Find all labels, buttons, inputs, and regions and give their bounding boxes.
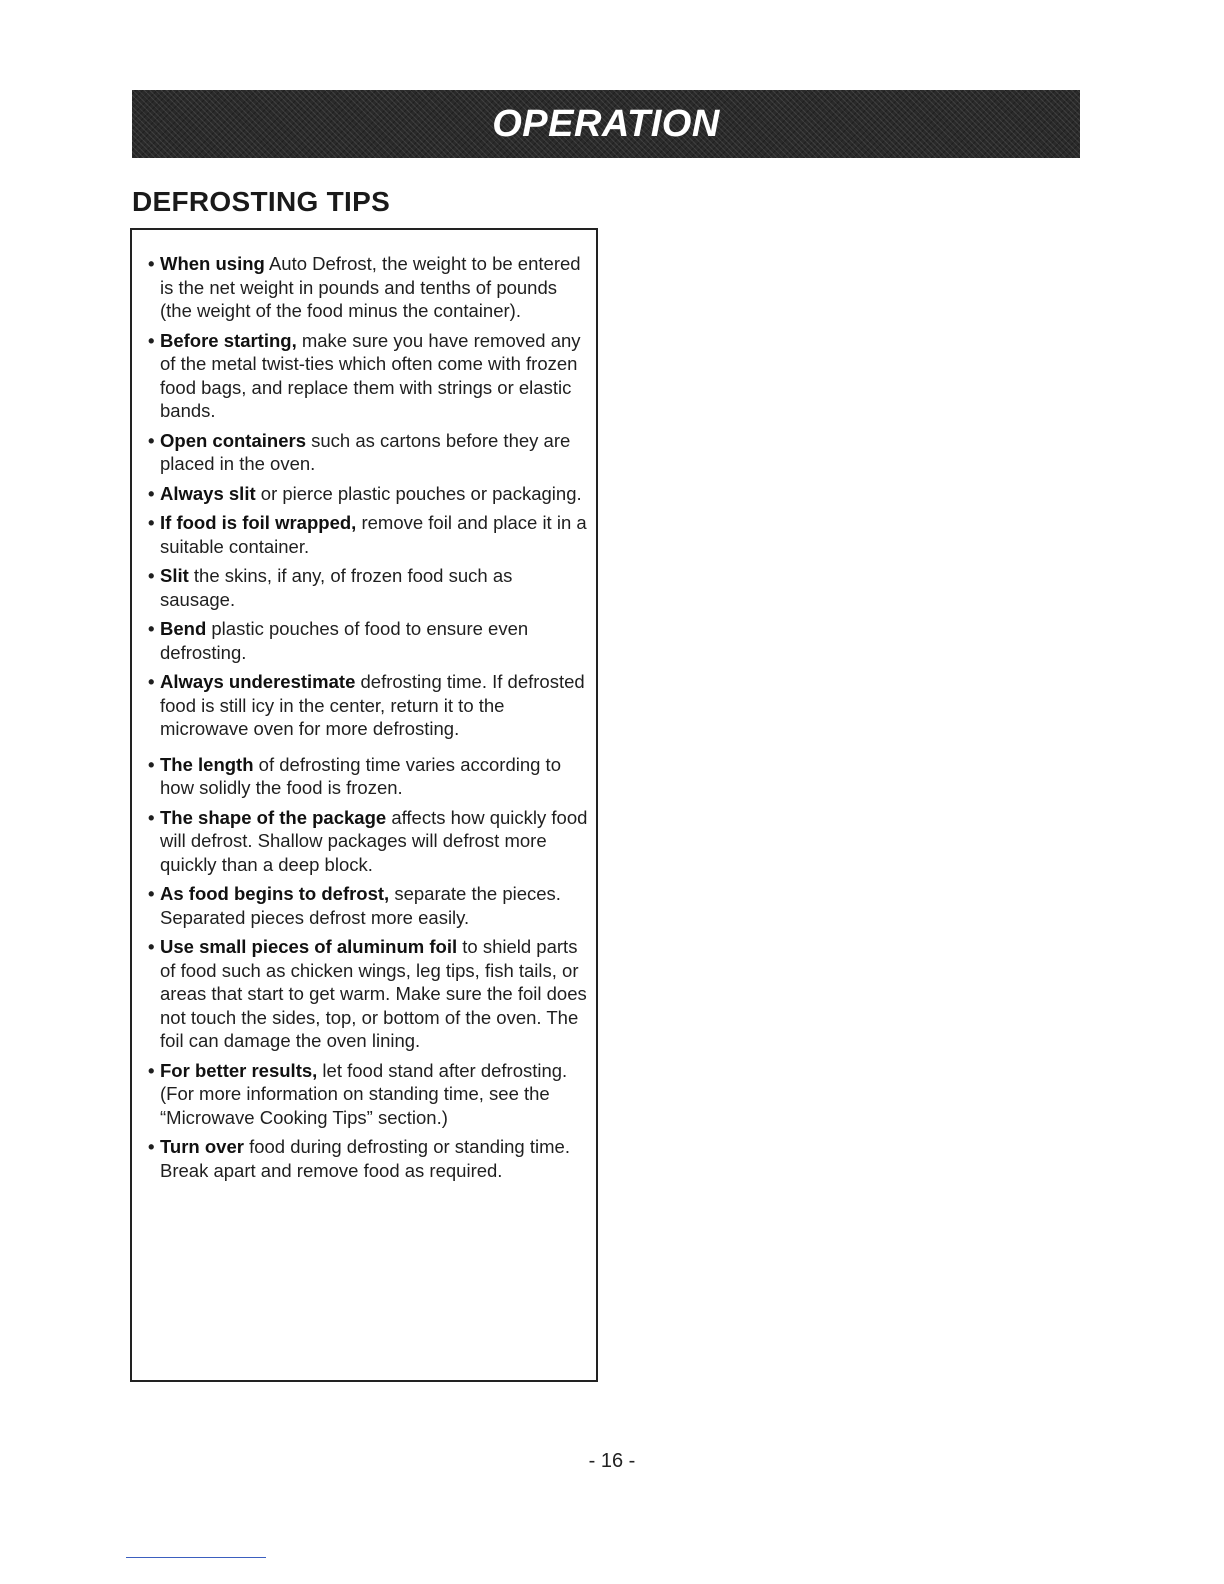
tip-item (148, 1135, 588, 1182)
section-title: DEFROSTING TIPS (132, 186, 391, 217)
footer-divider (126, 1557, 266, 1558)
tip-lead: Use small pieces of aluminum foil (160, 936, 458, 957)
tip-item (148, 429, 588, 476)
tip-text: of defrosting time varies according to how solidly the food is frozen. (160, 753, 561, 798)
operation-banner (132, 90, 1080, 158)
bullet-icon: • (148, 512, 155, 533)
tip-text: affects how quickly food will defrost. Shallow packages will defrost more quickly than a deep block. (160, 806, 588, 875)
tip-item (148, 753, 588, 800)
tip-item (148, 329, 588, 423)
tip-text: the skins, if any, of frozen food such as sausage. (160, 565, 513, 610)
bullet-icon: • (148, 253, 155, 274)
tip-item (148, 1059, 588, 1130)
tips-list (132, 230, 596, 1182)
tip-text: such as cartons before they are placed in the oven. (160, 429, 571, 474)
tip-text: separate the pieces. Separated pieces defrost more easily. (160, 883, 561, 928)
tip-lead: The shape of the package (160, 806, 387, 828)
tip-item (148, 252, 588, 323)
tip-text: let food stand after defrosting. (For more information on standing time, see the “Microwave Cooking Tips” section.) (160, 1059, 568, 1128)
tip-lead: If food is foil wrapped, (160, 512, 357, 533)
bullet-icon: • (148, 565, 155, 586)
tip-item (148, 882, 588, 929)
bullet-icon: • (148, 1136, 155, 1157)
bullet-icon: • (148, 329, 155, 351)
tip-item (148, 670, 588, 741)
tip-lead: The length (160, 753, 254, 775)
tip-text: make sure you have removed any of the metal twist-ties which often come with frozen food bags, and replace them with strings or elastic bands. (160, 329, 581, 421)
defrosting-tips-box (130, 228, 598, 1382)
bullet-icon: • (148, 671, 155, 692)
tip-text: to shield parts of food such as chicken wings, leg tips, fish tails, or areas that start to get warm. Make sure the foil does not touch the sides, top, or bottom of the oven. The foil can damage the oven lining. (160, 936, 587, 1051)
tip-text: remove foil and place it in a suitable container. (160, 512, 587, 557)
tip-lead: Open containers (160, 429, 306, 451)
bullet-icon: • (148, 936, 155, 957)
tip-item (148, 806, 588, 877)
tip-lead: Turn over (160, 1136, 244, 1157)
bullet-icon: • (148, 482, 155, 504)
bullet-icon: • (148, 1059, 155, 1081)
tip-item (148, 564, 588, 611)
bullet-icon: • (148, 753, 155, 775)
bullet-icon: • (148, 806, 155, 828)
tip-text: or pierce plastic pouches or packaging. (255, 482, 582, 504)
banner-title: OPERATION (492, 102, 720, 145)
tip-text: food during defrosting or standing time. Break apart and remove food as required. (160, 1136, 570, 1181)
bullet-icon: • (148, 883, 155, 904)
tip-lead: Always underestimate (160, 671, 356, 692)
tip-text: defrosting time. If defrosted food is still icy in the center, return it to the microwave oven for more defrosting. (160, 671, 585, 739)
bullet-icon: • (148, 618, 155, 639)
tip-lead: For better results, (160, 1059, 318, 1081)
tip-lead: Always slit (160, 482, 256, 504)
tip-item (148, 935, 588, 1053)
tip-item (148, 511, 588, 558)
tip-lead: As food begins to defrost, (160, 883, 390, 904)
tip-lead: Before starting, (160, 329, 297, 351)
page-number: - 16 - (588, 1450, 636, 1472)
tip-text: plastic pouches of food to ensure even defrosting. (160, 618, 529, 663)
tip-item (148, 482, 588, 506)
bullet-icon: • (148, 429, 155, 451)
tip-lead: When using (160, 253, 265, 274)
tip-lead: Bend (160, 618, 207, 639)
tip-lead: Slit (160, 565, 189, 586)
tip-item (148, 617, 588, 664)
tip-text: Auto Defrost, the weight to be entered is the net weight in pounds and tenths of pounds (the weight of the food minus the container). (160, 253, 581, 321)
